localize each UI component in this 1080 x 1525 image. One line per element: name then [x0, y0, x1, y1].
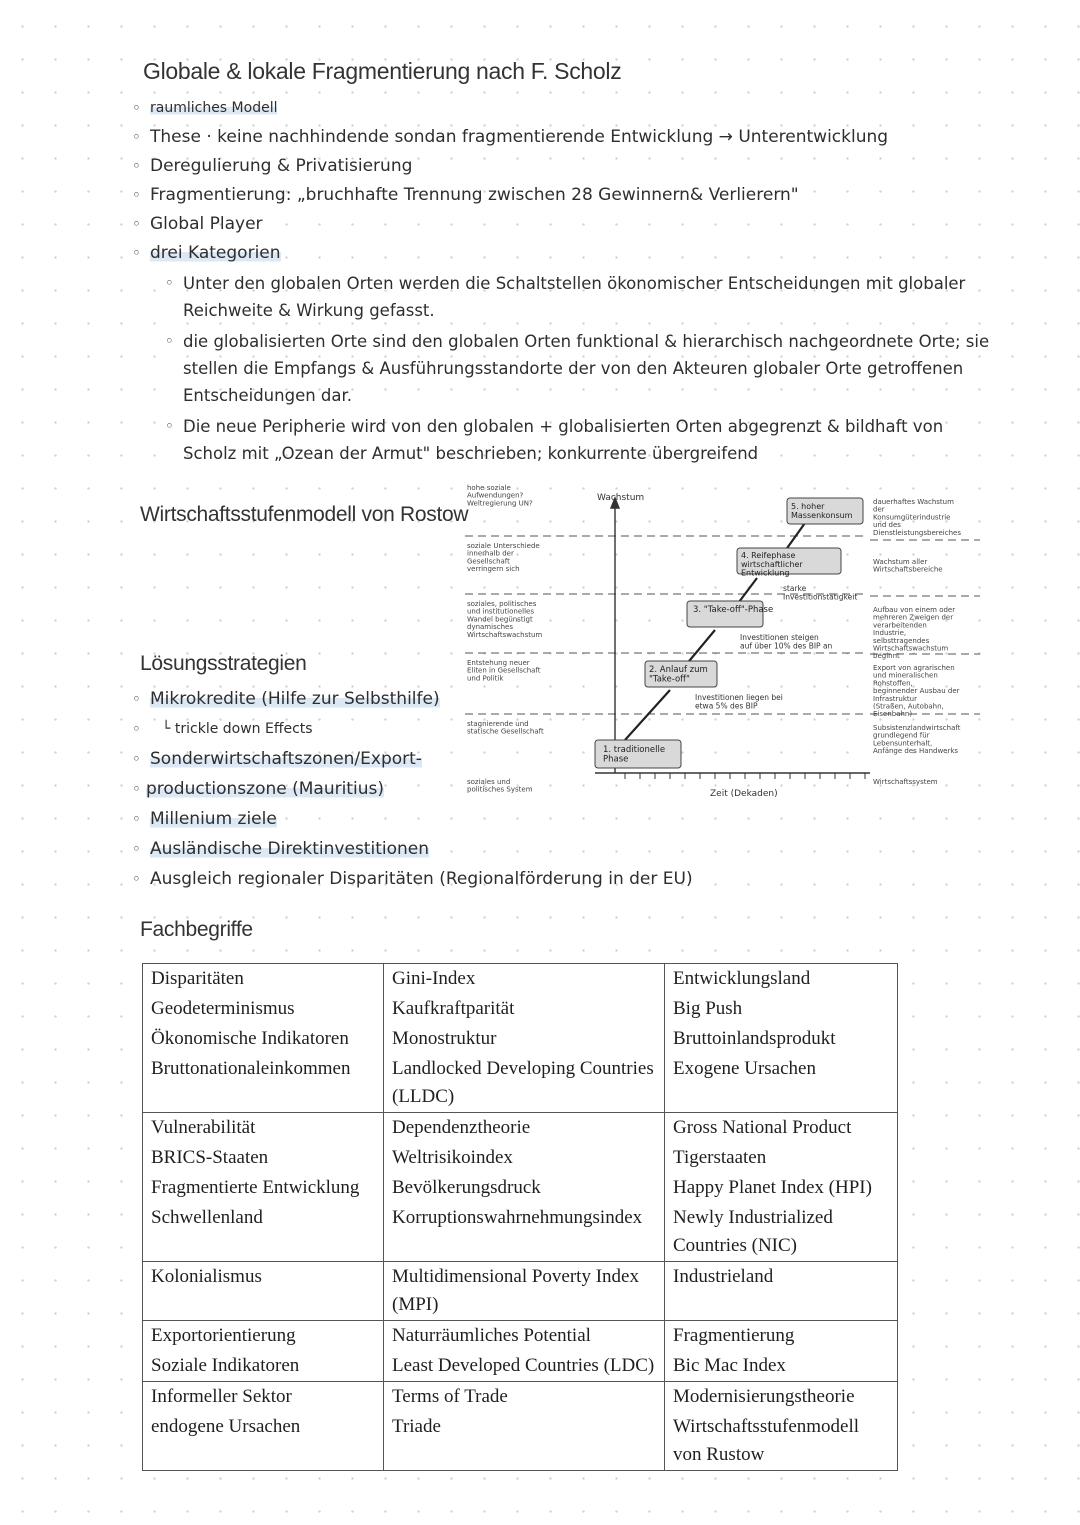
table-cell: Dependenztheorie	[384, 1113, 665, 1144]
stage-label: 3. "Take-off"-Phase	[693, 605, 774, 615]
table-cell: Big Push	[665, 994, 898, 1024]
scholz-bullet: ◦ drei Kategorien	[132, 239, 1012, 268]
table-row	[143, 1412, 898, 1471]
table-cell: Naturräumliches Potential	[384, 1321, 665, 1352]
left-label: soziales und politisches System	[467, 778, 533, 794]
table-row	[143, 1113, 898, 1144]
table-cell: Soziale Indikatoren	[143, 1351, 384, 1382]
table-cell: Exportorientierung	[143, 1321, 384, 1352]
table-cell: Tigerstaaten	[665, 1143, 898, 1173]
loesung-bullet-cont: ◦ productionszone (Mauritius)	[132, 774, 832, 804]
stage-label: 4. Reifephase wirtschaftlicher Entwicklung	[741, 551, 803, 578]
table-cell: Geodeterminismus	[143, 994, 384, 1024]
scholz-subbullet: ◦ die globalisierten Orte sind den globalen Orten funktional & hierarchisch nachgeordnete Orte; sie stellen die Empfangs & Ausführungsstandorte der von den Akteuren globaler Orte getroffenen Entscheidungen dar.	[165, 328, 995, 409]
table-cell: Kolonialismus	[143, 1262, 384, 1321]
scholz-bullet: ◦ raumliches Modell	[132, 94, 1012, 123]
table-cell: Entwicklungsland	[665, 964, 898, 995]
annotation: Investitionen steigen auf über 10% des BIP an	[740, 633, 833, 651]
right-label: Subsistenzlandwirtschaft grundlegend für Lebensunterhalt, Anfänge des Handwerks	[873, 724, 961, 756]
loesung-bullet: ◦ Mikrokredite (Hilfe zur Selbsthilfe)	[132, 684, 832, 714]
table-cell: Industrieland	[665, 1262, 898, 1321]
stage-label: 1. traditionelle Phase	[603, 745, 666, 765]
table-cell: Bevölkerungsdruck	[384, 1173, 665, 1203]
table-cell: Newly Industrialized Countries (NIC)	[665, 1203, 898, 1262]
table-cell: Wirtschaftsstufenmodell von Rustow	[665, 1412, 898, 1471]
loesung-bullet: ◦ Millenium ziele	[132, 804, 832, 834]
right-labels	[873, 498, 961, 786]
scholz-subbullet: ◦ Die neue Peripherie wird von den globalen + globalisierten Orten abgegrenzt & bildhaft von Scholz mit „Ozean der Armut" beschrieben; konkurrente übergreifend	[165, 413, 995, 467]
table-cell: Monostruktur	[384, 1024, 665, 1054]
scholz-bullet-list	[132, 94, 1012, 268]
table-row	[143, 964, 898, 995]
table-cell: Informeller Sektor	[143, 1382, 384, 1413]
loesung-bullet: ◦ Sonderwirtschaftszonen/Export-	[132, 744, 832, 774]
table-cell: Korruptionswahrnehmungsindex	[384, 1203, 665, 1262]
table-cell: Triade	[384, 1412, 665, 1471]
table-cell: Ökonomische Indikatoren	[143, 1024, 384, 1054]
table-row	[143, 1321, 898, 1352]
right-label: Wirtschaftssystem	[873, 778, 938, 786]
loesung-subnote: ◦ └ trickle down Effects	[132, 714, 832, 744]
stage-label: 5. hoher Massenkonsum	[791, 502, 853, 520]
table-cell: Landlocked Developing Countries (LLDC)	[384, 1054, 665, 1113]
loesung-bullet-list	[132, 684, 832, 894]
annotation: Investitionen liegen bei etwa 5% des BIP	[695, 693, 783, 711]
table-cell: endogene Ursachen	[143, 1412, 384, 1471]
scholz-title: Globale & lokale Fragmentierung nach F. Scholz	[143, 58, 622, 84]
loesung-title: Lösungsstrategien	[140, 652, 307, 675]
left-label: Entstehung neuer Eliten in Gesellschaft und Politik	[467, 659, 541, 683]
loesung-bullet: ◦ Ausgleich regionaler Disparitäten (Regionalförderung in der EU)	[132, 864, 832, 894]
table-row	[143, 1143, 898, 1173]
table-cell: Kaufkraftparität	[384, 994, 665, 1024]
right-label: Wachstum aller Wirtschaftsbereiche	[873, 558, 943, 574]
table-row	[143, 994, 898, 1024]
table-cell: Schwellenland	[143, 1203, 384, 1262]
loesung-bullet: ◦ Ausländische Direktinvestitionen	[132, 834, 832, 864]
left-label: hohe soziale Aufwendungen? Weltregierung UN?	[467, 484, 533, 508]
table-cell: Fragmentierung	[665, 1321, 898, 1352]
table-row	[143, 1203, 898, 1262]
table-cell: Weltrisikoindex	[384, 1143, 665, 1173]
fachbegriffe-table	[142, 963, 898, 1471]
y-axis-label: Wachstum	[597, 493, 645, 503]
right-label: dauerhaftes Wachstum der Konsumgüterindustrie und des Dienstleistungsbereiches	[873, 498, 961, 537]
table-cell: Bruttoinlandsprodukt	[665, 1024, 898, 1054]
left-label: stagnierende und statische Gesellschaft	[467, 720, 544, 736]
scholz-subbullet: ◦ Unter den globalen Orten werden die Schaltstellen ökonomischer Entscheidungen mit globaler Reichweite & Wirkung gefasst.	[165, 270, 995, 324]
table-cell: Multidimensional Poverty Index (MPI)	[384, 1262, 665, 1321]
table-row	[143, 1351, 898, 1382]
table-cell: BRICS-Staaten	[143, 1143, 384, 1173]
x-axis-label: Zeit (Dekaden)	[710, 789, 778, 799]
stage-label: 2. Anlauf zum "Take-off"	[649, 665, 708, 685]
table-cell: Bic Mac Index	[665, 1351, 898, 1382]
right-label: Export von agrarischen und mineralischen Rohstoffen, beginnender Ausbau der Infrastruktur (Straßen, Autobahn, Eisenbahn)	[873, 664, 960, 719]
right-label: Aufbau von einem oder mehreren Zweigen der verarbeitenden Industrie, selbsttragendes Wirtschaftswachstum beginnt	[873, 606, 956, 661]
left-label: soziale Unterschiede innerhalb der Gesellschaft verringern sich	[467, 542, 540, 574]
scholz-bullet: ◦ These · keine nachhindende sondan fragmentierende Entwicklung → Unterentwicklung	[132, 123, 1012, 152]
table-cell: Terms of Trade	[384, 1382, 665, 1413]
table-cell: Least Developed Countries (LDC)	[384, 1351, 665, 1382]
table-cell: Vulnerabilität	[143, 1113, 384, 1144]
annotation: starke Investitionstätigkeit	[783, 584, 858, 602]
scholz-bullet: ◦ Deregulierung & Privatisierung	[132, 152, 1012, 181]
scholz-bullet: ◦ Fragmentierung: „bruchhafte Trennung zwischen 28 Gewinnern& Verlierern"	[132, 181, 1012, 210]
left-label: soziales, politisches und institutionelles Wandel begünstigt dynamisches Wirtschaftswachstum	[467, 600, 543, 639]
table-cell: Gross National Product	[665, 1113, 898, 1144]
table-row	[143, 1382, 898, 1413]
table-cell: Modernisierungstheorie	[665, 1382, 898, 1413]
table-row	[143, 1054, 898, 1113]
table-row	[143, 1173, 898, 1203]
table-cell: Gini-Index	[384, 964, 665, 995]
table-cell: Exogene Ursachen	[665, 1054, 898, 1113]
scholz-subbullet-list	[165, 270, 995, 467]
table-cell: Disparitäten	[143, 964, 384, 995]
table-row	[143, 1262, 898, 1321]
table-cell: Bruttonationaleinkommen	[143, 1054, 384, 1113]
scholz-bullet: ◦ Global Player	[132, 210, 1012, 239]
table-cell: Fragmentierte Entwicklung	[143, 1173, 384, 1203]
rostow-title: Wirtschaftsstufenmodell von Rostow	[140, 503, 469, 526]
table-cell: Happy Planet Index (HPI)	[665, 1173, 898, 1203]
table-row	[143, 1024, 898, 1054]
fachbegriffe-title: Fachbegriffe	[140, 918, 253, 941]
